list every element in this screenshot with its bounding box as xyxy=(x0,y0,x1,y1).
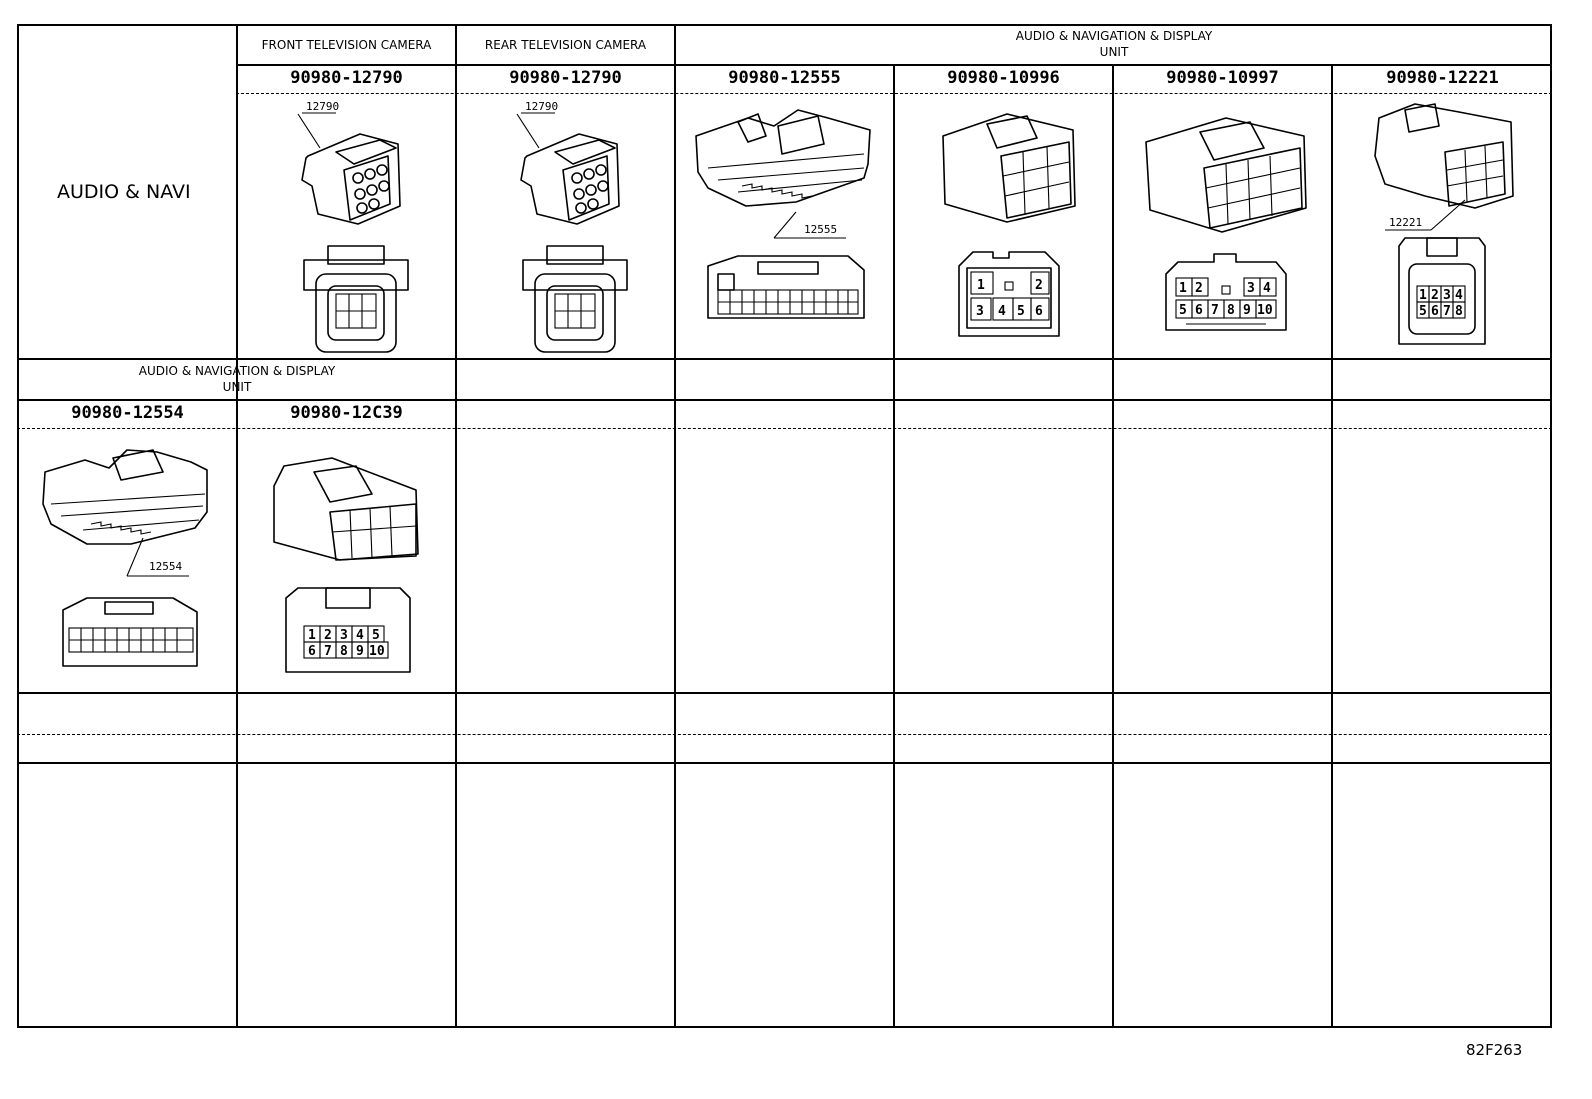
grid-vline xyxy=(1331,64,1333,1028)
pin-label: 6 xyxy=(1431,304,1439,319)
pin-label: 1 xyxy=(1419,288,1427,303)
pin-label: 3 xyxy=(340,628,348,643)
part-number: 90980-12790 xyxy=(509,68,622,88)
pin-label: 9 xyxy=(1243,303,1251,318)
grid-vline xyxy=(236,24,238,1028)
pin-label: 2 xyxy=(1195,281,1203,296)
pin-label: 7 xyxy=(1211,303,1219,318)
part-number: 90980-12555 xyxy=(728,68,841,88)
pin-label: 3 xyxy=(1247,281,1255,296)
pin-label: 6 xyxy=(308,644,316,659)
pin-label: 6 xyxy=(1195,303,1203,318)
audio-nav-header-row2-line1: AUDIO & NAVIGATION & DISPLAY xyxy=(138,364,336,378)
connector-12221-drawing xyxy=(1335,96,1550,356)
audio-nav-header-row2-line2: UNIT xyxy=(222,380,252,394)
connector-12554-drawing xyxy=(21,432,234,690)
figure-code: 82F263 xyxy=(1466,1041,1523,1059)
pin-grid-10996 xyxy=(971,272,1049,320)
callout-label: 12790 xyxy=(306,100,340,113)
pin-label: 4 xyxy=(998,304,1006,319)
grid-hline xyxy=(17,762,1552,764)
pin-label: 7 xyxy=(324,644,332,659)
part-number: 90980-10997 xyxy=(1166,68,1279,88)
connector-12790-rear-drawing xyxy=(459,96,672,356)
part-number: 90980-12554 xyxy=(71,403,184,423)
pin-grid-12221 xyxy=(1417,286,1465,319)
pin-label: 4 xyxy=(356,628,364,643)
pin-label: 2 xyxy=(1035,278,1043,293)
pin-label: 2 xyxy=(324,628,332,643)
rear-camera-header: REAR TELEVISION CAMERA xyxy=(484,38,647,52)
grid-hline xyxy=(17,692,1552,694)
pin-label: 8 xyxy=(340,644,348,659)
pin-label: 5 xyxy=(372,628,380,643)
pin-label: 5 xyxy=(1017,304,1025,319)
grid-vline xyxy=(455,24,457,1028)
part-number: 90980-12C39 xyxy=(290,403,403,423)
callout-label: 12221 xyxy=(1389,216,1423,229)
system-label: AUDIO & NAVI xyxy=(57,181,191,203)
grid-hline xyxy=(236,93,1552,94)
pin-label: 5 xyxy=(1419,304,1427,319)
grid-hline xyxy=(17,428,1552,429)
connector-12790-front-drawing xyxy=(240,96,453,356)
connector-10996-drawing xyxy=(897,96,1110,356)
pin-label: 2 xyxy=(1431,288,1439,303)
callout-label: 12790 xyxy=(525,100,559,113)
grid-hline xyxy=(17,399,1552,401)
connector-10997-drawing xyxy=(1116,96,1329,356)
pin-grid-12C39 xyxy=(304,626,388,659)
pin-label: 1 xyxy=(977,278,985,293)
pin-label: 7 xyxy=(1443,304,1451,319)
pin-label: 4 xyxy=(1455,288,1463,303)
part-number: 90980-12221 xyxy=(1386,68,1499,88)
grid-vline xyxy=(893,64,895,359)
pin-label: 10 xyxy=(1257,303,1273,318)
grid-hline xyxy=(17,734,1552,735)
front-camera-header: FRONT TELEVISION CAMERA xyxy=(261,38,432,52)
pin-label: 9 xyxy=(356,644,364,659)
pin-grid-10997 xyxy=(1176,278,1276,324)
pin-label: 5 xyxy=(1179,303,1187,318)
grid-hline xyxy=(236,64,1552,66)
pin-label: 8 xyxy=(1455,304,1463,319)
pin-label: 3 xyxy=(1443,288,1451,303)
part-number: 90980-10996 xyxy=(947,68,1060,88)
audio-nav-header-line1: AUDIO & NAVIGATION & DISPLAY xyxy=(1015,29,1213,43)
pin-label: 1 xyxy=(1179,281,1187,296)
grid-vline xyxy=(674,24,676,1028)
pin-label: 6 xyxy=(1035,304,1043,319)
callout-label: 12554 xyxy=(149,560,183,573)
pin-label: 1 xyxy=(308,628,316,643)
callout-label: 12555 xyxy=(804,223,838,236)
grid-vline xyxy=(1112,64,1114,1028)
pin-label: 4 xyxy=(1263,281,1271,296)
pin-label: 10 xyxy=(369,644,385,659)
audio-nav-header-line2: UNIT xyxy=(1099,45,1129,59)
connector-12555-drawing xyxy=(678,96,891,356)
connector-12C39-drawing xyxy=(240,432,453,690)
part-number: 90980-12790 xyxy=(290,68,403,88)
pin-label: 3 xyxy=(976,304,984,319)
pin-label: 8 xyxy=(1227,303,1235,318)
grid-hline xyxy=(17,358,1552,360)
